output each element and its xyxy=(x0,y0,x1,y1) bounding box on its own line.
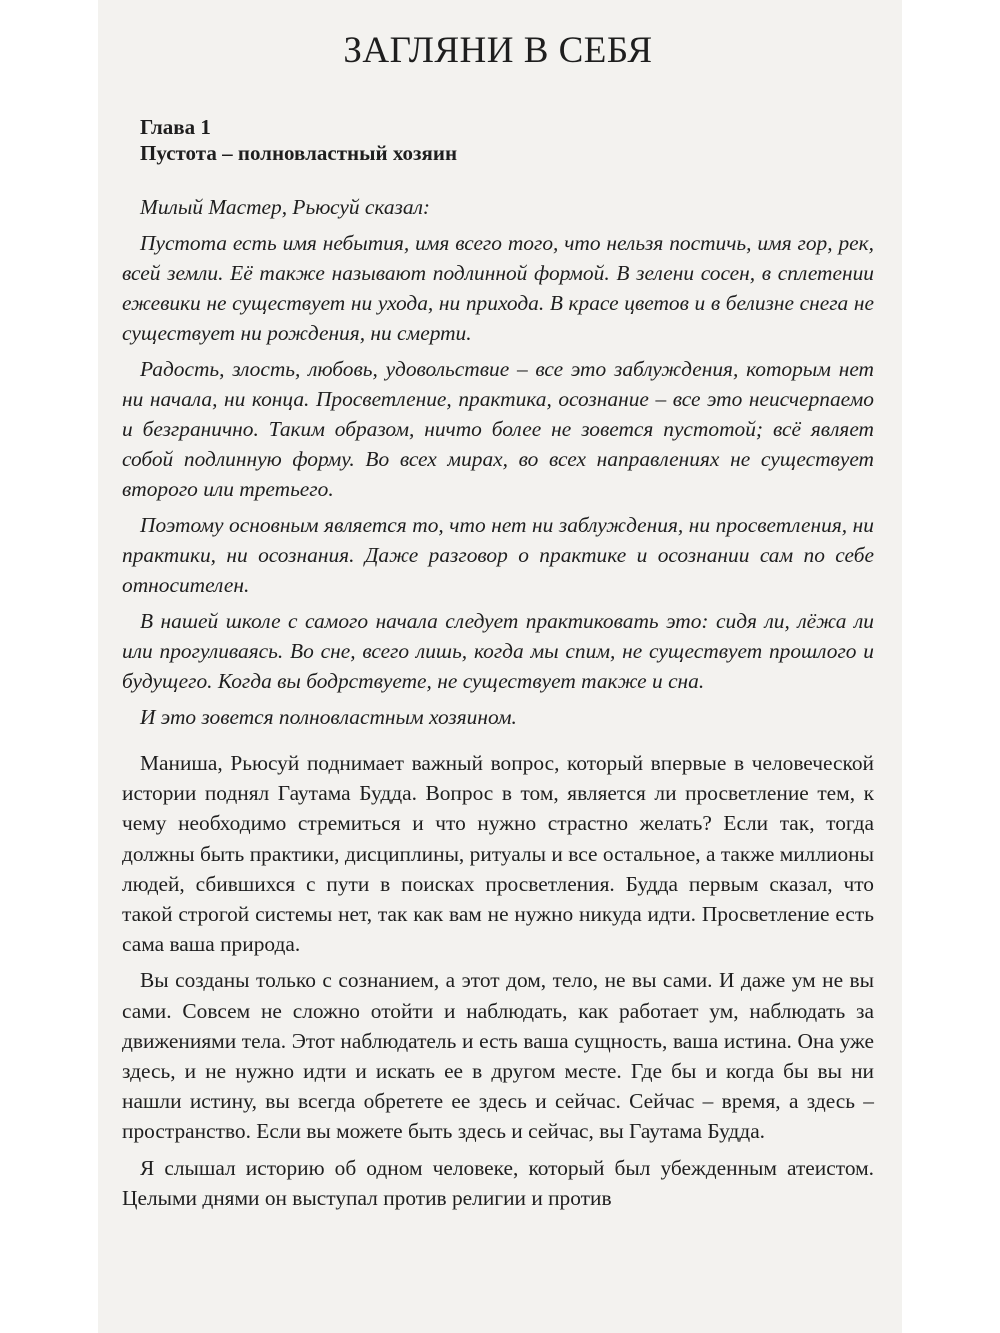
chapter-name: Пустота – полновластный хозяин xyxy=(140,141,458,165)
book-title: ЗАГЛЯНИ В СЕБЯ xyxy=(343,30,653,71)
sutra-paragraph: Радость, злость, любовь, удовольствие – все это заблуждения, которым нет ни начала, ни конца. Просветление, практика, осознание – все это неисчерпаемо и безгранично. Таким образом, ничто более не зовется пустотой; всё являет собой подлинную форму. Во всех мирах, во всех направлениях не существует второго или третьего. xyxy=(122,357,874,501)
sutra-paragraph: В нашей школе с самого начала следует практиковать это: сидя ли, лёжа ли или прогуливаясь. Во сне, всего лишь, когда мы спим, не существует прошлого и будущего. Когда вы бодрствуете, не существует также и сна. xyxy=(122,609,874,693)
commentary-text xyxy=(122,748,874,1213)
sutra-paragraph: И это зовется полновластным хозяином. xyxy=(140,705,517,729)
commentary-paragraph: Я слышал историю об одном человеке, который был убежденным атеистом. Целыми днями он выступал против религии и против xyxy=(122,1155,874,1210)
sutra-paragraph: Милый Мастер, Рьюсуй сказал: xyxy=(140,195,431,219)
commentary-paragraph: Вы созданы только с сознанием, а этот дом, тело, не вы сами. И даже ум не вы сами. Совсем не сложно отойти и наблюдать, как работает ум, наблюдать за движениями тела. Этот наблюдатель и есть ваша сущность, ваша истина. Она уже здесь, и не нужно идти и искать ее в другом месте. Где бы и когда бы вы ни нашли истину, вы всегда обретете ее здесь и сейчас. Сейчас – время, а здесь – пространство. Если вы можете быть здесь и сейчас, вы Гаутама Будда. xyxy=(122,968,874,1144)
sutra-paragraph: Поэтому основным является то, что нет ни заблуждения, ни просветления, ни практики, ни осознания. Даже разговор о практике и осознании сам по себе относителен. xyxy=(122,513,874,597)
sutra-paragraph: Пустота есть имя небытия, имя всего того, что нельзя постичь, имя гор, рек, всей земли. Её также называют подлинной формой. В зелени сосен, в сплетении ежевики не существует ни ухода, ни прихода. В красе цветов и в белизне снега не существует ни рождения, ни смерти. xyxy=(122,231,874,345)
chapter-number: Глава 1 xyxy=(140,115,211,139)
commentary-paragraph: Маниша, Рьюсуй поднимает важный вопрос, который впервые в человеческой истории поднял Гаутама Будда. Вопрос в том, является ли просветление тем, к чему необходимо стремиться и что нужно страстно желать? Если так, тогда должны быть практики, дисциплины, ритуалы и все остальное, а также миллионы людей, сбившихся с пути в поисках просветления. Будда первым сказал, что такой строгой системы нет, так как вам не нужно никуда идти. Просветление есть сама ваша природа. xyxy=(122,751,874,957)
page-content xyxy=(122,28,874,1219)
sutra-text xyxy=(122,192,874,732)
